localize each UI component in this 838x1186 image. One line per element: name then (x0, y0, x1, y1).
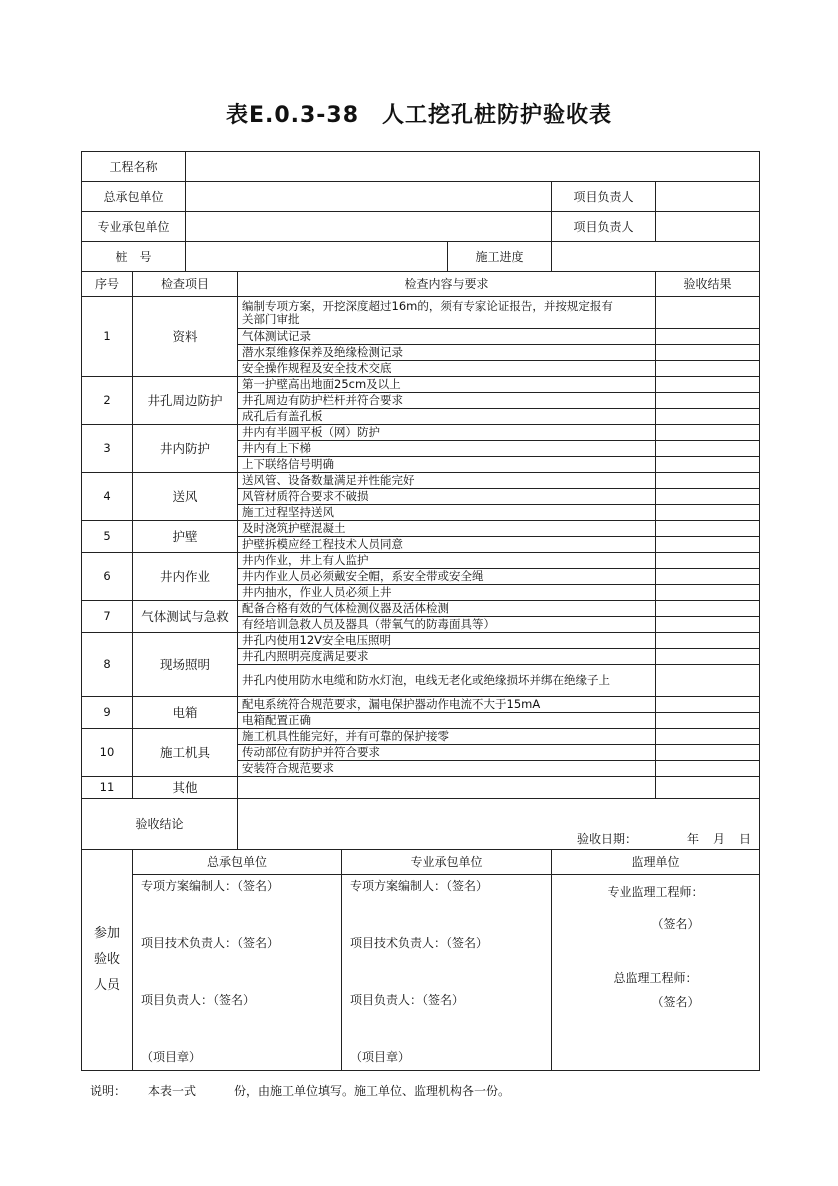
plan-author-sign: 专项方案编制人：（签名） (141, 879, 280, 893)
chief-engineer-sign: 总监理工程师： (613, 971, 698, 985)
table-row (82, 425, 760, 441)
table-row (82, 777, 760, 799)
check-content: 施工机具性能完好，并有可靠的保护接零 (238, 729, 656, 745)
progress-field[interactable] (552, 242, 760, 272)
project-leader-sign-2: 项目负责人：（签名） (350, 993, 465, 1007)
check-result-field[interactable] (656, 601, 760, 617)
check-content: 电箱配置正确 (238, 713, 656, 729)
check-seq: 9 (82, 697, 133, 729)
check-content: 及时浇筑护壁混凝土 (238, 521, 656, 537)
check-content: 配备合格有效的气体检测仪器及活体检测 (238, 601, 656, 617)
check-result-field[interactable] (656, 633, 760, 649)
check-content: 井内有上下梯 (238, 441, 656, 457)
specialty-contractor-field[interactable] (186, 212, 552, 242)
check-content (238, 777, 656, 799)
sign-1: （签名） (651, 917, 700, 931)
supervision-signatures[interactable] (552, 875, 760, 1071)
check-result-field[interactable] (656, 345, 760, 361)
check-seq: 11 (82, 777, 133, 799)
check-result-field[interactable] (656, 457, 760, 473)
check-content: 潜水泵维修保养及绝缘检测记录 (238, 345, 656, 361)
check-result-field[interactable] (656, 377, 760, 393)
pile-no-label: 桩 号 (82, 242, 186, 272)
check-result-field[interactable] (656, 329, 760, 345)
table-row (82, 729, 760, 745)
check-seq: 6 (82, 553, 133, 601)
conclusion-field[interactable] (238, 799, 760, 850)
table-row (82, 633, 760, 649)
check-content: 送风管、设备数量满足并性能完好 (238, 473, 656, 489)
project-leader-label-2: 项目负责人 (552, 212, 656, 242)
project-seal: （项目章） (141, 1050, 202, 1064)
sign-2: （签名） (651, 995, 700, 1009)
check-result-field[interactable] (656, 761, 760, 777)
specialty-contractor-header: 专业承包单位 (342, 850, 552, 875)
day-label: 日 (739, 832, 752, 846)
page-title: 表E.0.3-38 人工挖孔桩防护验收表 (225, 103, 613, 128)
tech-leader-sign-2: 项目技术负责人：（签名） (350, 936, 489, 950)
check-result-field[interactable] (656, 713, 760, 729)
check-result-field[interactable] (656, 393, 760, 409)
month-label: 月 (712, 832, 725, 846)
check-result-field[interactable] (656, 745, 760, 761)
check-result-field[interactable] (656, 553, 760, 569)
check-result-field[interactable] (656, 649, 760, 665)
check-item: 井孔周边防护 (133, 377, 238, 425)
check-content: 井孔内照明亮度满足要求 (238, 649, 656, 665)
check-item: 电箱 (133, 697, 238, 729)
date-label: 验收日期： (576, 832, 637, 846)
specialty-engineer-sign: 专业监理工程师： (607, 885, 704, 899)
check-result-field[interactable] (656, 441, 760, 457)
table-row (82, 377, 760, 393)
check-content: 第一护壁高出地面25cm及以上 (238, 377, 656, 393)
check-content: 编制专项方案，开挖深度超过16m的，须有专家论证报告，并按规定报有关部门审批 (238, 297, 656, 329)
col-result: 验收结果 (656, 272, 760, 297)
general-contractor-header: 总承包单位 (133, 850, 342, 875)
specialty-contractor-label: 专业承包单位 (82, 212, 186, 242)
tech-leader-sign: 项目技术负责人：（签名） (141, 936, 280, 950)
check-result-field[interactable] (656, 585, 760, 601)
table-row (82, 521, 760, 537)
project-seal-2: （项目章） (350, 1050, 411, 1064)
check-content: 井内作业人员必须戴安全帽，系安全带或安全绳 (238, 569, 656, 585)
check-item: 送风 (133, 473, 238, 521)
check-content: 安装符合规范要求 (238, 761, 656, 777)
year-label: 年 (686, 832, 699, 846)
check-result-field[interactable] (656, 425, 760, 441)
check-result-field[interactable] (656, 521, 760, 537)
check-content: 上下联络信号明确 (238, 457, 656, 473)
project-leader-field-2[interactable] (656, 212, 760, 242)
col-content: 检查内容与要求 (238, 272, 656, 297)
check-content: 配电系统符合规范要求，漏电保护器动作电流不大于15mA (238, 697, 656, 713)
check-item: 护壁 (133, 521, 238, 553)
check-content: 护壁拆模应经工程技术人员同意 (238, 537, 656, 553)
check-result-field[interactable] (656, 697, 760, 713)
supervision-header: 监理单位 (552, 850, 760, 875)
col-item: 检查项目 (133, 272, 238, 297)
check-content: 井内抽水，作业人员必须上井 (238, 585, 656, 601)
check-seq: 7 (82, 601, 133, 633)
plan-author-sign-2: 专项方案编制人：（签名） (350, 879, 489, 893)
inspection-table (81, 151, 760, 1071)
check-result-field[interactable] (656, 505, 760, 521)
check-content: 施工过程坚持送风 (238, 505, 656, 521)
table-row (82, 297, 760, 329)
check-seq: 4 (82, 473, 133, 521)
check-content: 传动部位有防护并符合要求 (238, 745, 656, 761)
table-row (82, 697, 760, 713)
project-leader-label: 项目负责人 (552, 182, 656, 212)
check-content: 井孔周边有防护栏杆并符合要求 (238, 393, 656, 409)
check-content: 井内有半圆平板（网）防护 (238, 425, 656, 441)
note-text-2: 份，由施工单位填写。施工单位、监理机构各一份。 (234, 1084, 511, 1098)
conclusion-label: 验收结论 (82, 799, 238, 850)
general-contractor-field[interactable] (186, 182, 552, 212)
project-name-field[interactable] (186, 152, 760, 182)
general-signatures[interactable] (133, 875, 342, 1071)
check-item: 资料 (133, 297, 238, 377)
check-item: 井内作业 (133, 553, 238, 601)
note-label: 说明： (90, 1084, 127, 1098)
check-content: 有经培训急救人员及器具（带氧气的防毒面具等） (238, 617, 656, 633)
check-result-field[interactable] (656, 297, 760, 329)
general-contractor-label: 总承包单位 (82, 182, 186, 212)
check-item: 施工机具 (133, 729, 238, 777)
check-item: 其他 (133, 777, 238, 799)
check-content: 气体测试记录 (238, 329, 656, 345)
check-result-field[interactable] (656, 361, 760, 377)
project-leader-sign: 项目负责人：（签名） (141, 993, 256, 1007)
specialty-signatures[interactable] (342, 875, 552, 1071)
table-row (82, 473, 760, 489)
check-result-field[interactable] (656, 665, 760, 697)
check-content: 安全操作规程及安全技术交底 (238, 361, 656, 377)
check-result-field[interactable] (656, 537, 760, 553)
check-seq: 3 (82, 425, 133, 473)
check-result-field[interactable] (656, 617, 760, 633)
table-row (82, 553, 760, 569)
check-content: 风管材质符合要求不破损 (238, 489, 656, 505)
project-leader-field[interactable] (656, 182, 760, 212)
check-item: 气体测试与急救 (133, 601, 238, 633)
check-seq: 1 (82, 297, 133, 377)
check-content: 井孔内使用防水电缆和防水灯泡，电线无老化或绝缘损坏并绑在绝缘子上 (238, 665, 656, 697)
check-result-field[interactable] (656, 489, 760, 505)
note-text-1: 本表一式 (148, 1084, 197, 1098)
check-seq: 10 (82, 729, 133, 777)
check-result-field[interactable] (656, 569, 760, 585)
participants-label: 参加验收人员 (82, 850, 133, 1071)
check-result-field[interactable] (656, 473, 760, 489)
check-result-field[interactable] (656, 409, 760, 425)
footnote (90, 1082, 510, 1099)
pile-no-field[interactable] (186, 242, 448, 272)
col-seq: 序号 (82, 272, 133, 297)
project-name-label: 工程名称 (82, 152, 186, 182)
check-content: 成孔后有盖孔板 (238, 409, 656, 425)
check-result-field[interactable] (656, 729, 760, 745)
progress-label: 施工进度 (448, 242, 552, 272)
check-content: 井孔内使用12V安全电压照明 (238, 633, 656, 649)
check-content: 井内作业，井上有人监护 (238, 553, 656, 569)
check-seq: 2 (82, 377, 133, 425)
check-seq: 5 (82, 521, 133, 553)
table-row (82, 601, 760, 617)
check-seq: 8 (82, 633, 133, 697)
check-item: 现场照明 (133, 633, 238, 697)
check-item: 井内防护 (133, 425, 238, 473)
check-result-field[interactable] (656, 777, 760, 799)
